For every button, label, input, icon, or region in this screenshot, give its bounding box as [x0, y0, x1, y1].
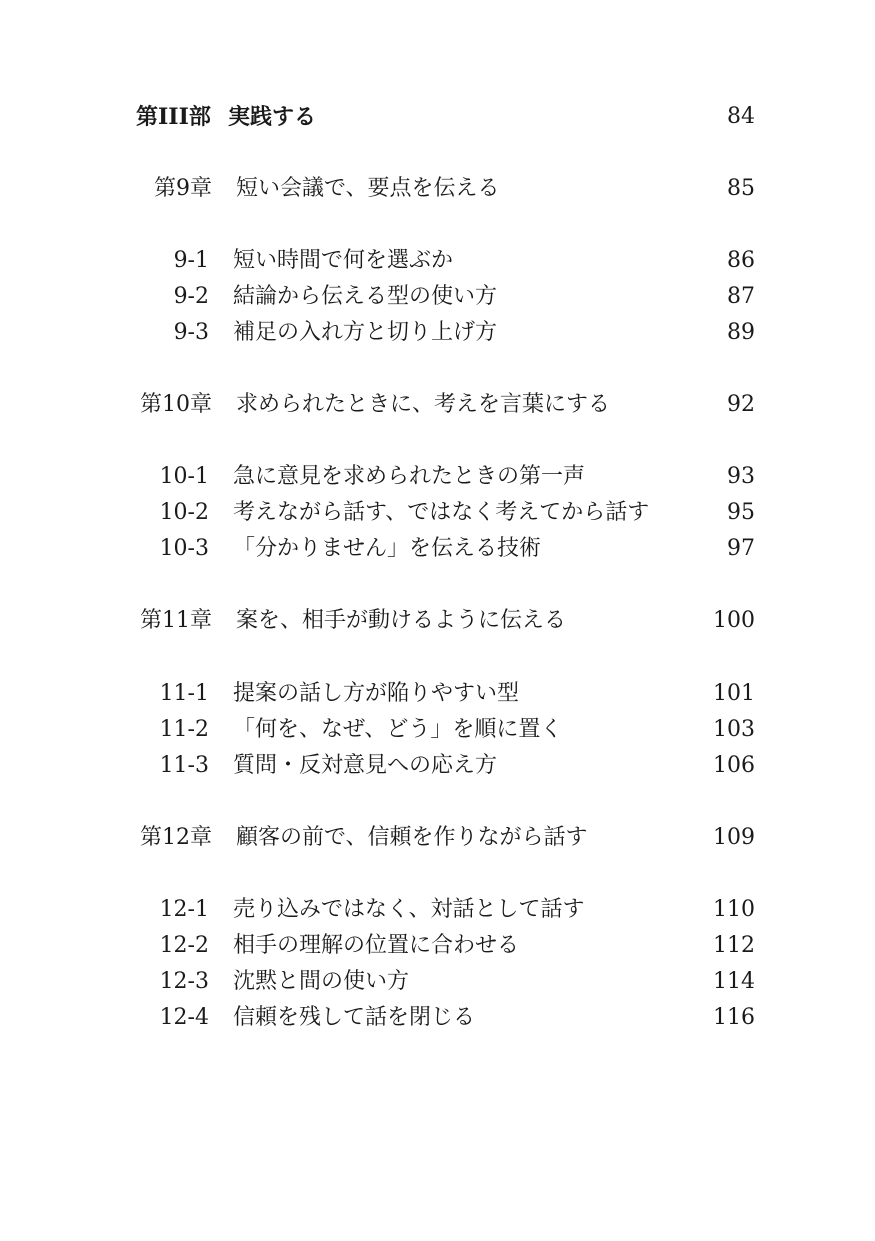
section-number: 11-3 — [159, 753, 209, 778]
page-number: 97 — [727, 536, 755, 561]
section-title: 売り込みではなく、対話として話す — [233, 897, 585, 922]
chapter-title: 短い会議で、要点を伝える — [236, 176, 500, 201]
page-number: 84 — [727, 104, 755, 129]
section-number: 12-1 — [159, 897, 209, 922]
page-number: 106 — [713, 753, 755, 778]
page-number: 87 — [727, 284, 755, 309]
page-number: 101 — [713, 681, 755, 706]
toc-section[interactable] — [0, 1000, 875, 1036]
toc-section[interactable] — [0, 748, 875, 784]
section-title: 急に意見を求められたときの第一声 — [233, 464, 586, 489]
toc-section[interactable] — [0, 964, 875, 1000]
toc-section[interactable] — [0, 495, 875, 531]
toc-chapter-12[interactable] — [0, 820, 875, 856]
part-number: 第III部 — [136, 104, 211, 130]
toc-section[interactable] — [0, 676, 875, 712]
section-title: 補足の入れ方と切り上げ方 — [233, 320, 498, 345]
toc-part-heading[interactable] — [0, 99, 875, 135]
part-title: 実践する — [228, 104, 317, 130]
section-number: 12-2 — [159, 933, 209, 958]
section-title: 提案の話し方が陥りやすい型 — [233, 681, 520, 706]
section-title: 結論から伝える型の使い方 — [233, 284, 498, 309]
section-title: 相手の理解の位置に合わせる — [233, 933, 520, 958]
toc-section[interactable] — [0, 928, 875, 964]
page-number: 103 — [713, 717, 755, 742]
chapter-number: 第12章 — [140, 825, 212, 850]
toc-chapter-9[interactable] — [0, 171, 875, 207]
section-title: 「何を、なぜ、どう」を順に置く — [233, 717, 563, 742]
page-number: 110 — [713, 897, 755, 922]
section-number: 9-3 — [173, 320, 209, 345]
page-number: 116 — [713, 1005, 755, 1030]
section-title: 沈黙と間の使い方 — [233, 969, 410, 994]
chapter-number: 第10章 — [140, 392, 212, 417]
chapter-title: 求められたときに、考えを言葉にする — [236, 392, 611, 417]
page-number: 86 — [727, 248, 755, 273]
section-number: 9-2 — [173, 284, 209, 309]
toc-chapter-11[interactable] — [0, 603, 875, 639]
section-title: 短い時間で何を選ぶか — [233, 248, 454, 273]
section-number: 12-3 — [159, 969, 209, 994]
page-number: 93 — [727, 464, 755, 489]
section-title: 「分かりません」を伝える技術 — [233, 536, 542, 561]
page-number: 89 — [727, 320, 755, 345]
section-number: 11-2 — [159, 717, 209, 742]
section-number: 10-2 — [159, 500, 209, 525]
toc-chapter-10[interactable] — [0, 387, 875, 423]
page-number: 109 — [713, 825, 755, 850]
page-number: 100 — [713, 608, 755, 633]
section-number: 11-1 — [159, 681, 209, 706]
toc-section[interactable] — [0, 243, 875, 279]
section-number: 9-1 — [173, 248, 209, 273]
toc-section[interactable] — [0, 531, 875, 567]
page-number: 95 — [727, 500, 755, 525]
chapter-title: 案を、相手が動けるように伝える — [236, 608, 567, 633]
section-title: 信頼を残して話を閉じる — [233, 1005, 476, 1030]
page-number: 85 — [727, 176, 755, 201]
toc-section[interactable] — [0, 315, 875, 351]
section-title: 考えながら話す、ではなく考えてから話す — [233, 500, 650, 525]
page-number: 112 — [713, 933, 755, 958]
toc-section[interactable] — [0, 279, 875, 315]
section-number: 10-1 — [159, 464, 209, 489]
chapter-number: 第11章 — [140, 608, 212, 633]
page-number: 114 — [713, 969, 755, 994]
chapter-title: 顧客の前で、信頼を作りながら話す — [236, 825, 588, 850]
section-title: 質問・反対意見への応え方 — [233, 753, 498, 778]
section-number: 10-3 — [159, 536, 209, 561]
page-number: 92 — [727, 392, 755, 417]
section-number: 12-4 — [159, 1005, 209, 1030]
toc-section[interactable] — [0, 712, 875, 748]
chapter-number: 第9章 — [154, 176, 212, 201]
toc-section[interactable] — [0, 459, 875, 495]
toc-section[interactable] — [0, 892, 875, 928]
